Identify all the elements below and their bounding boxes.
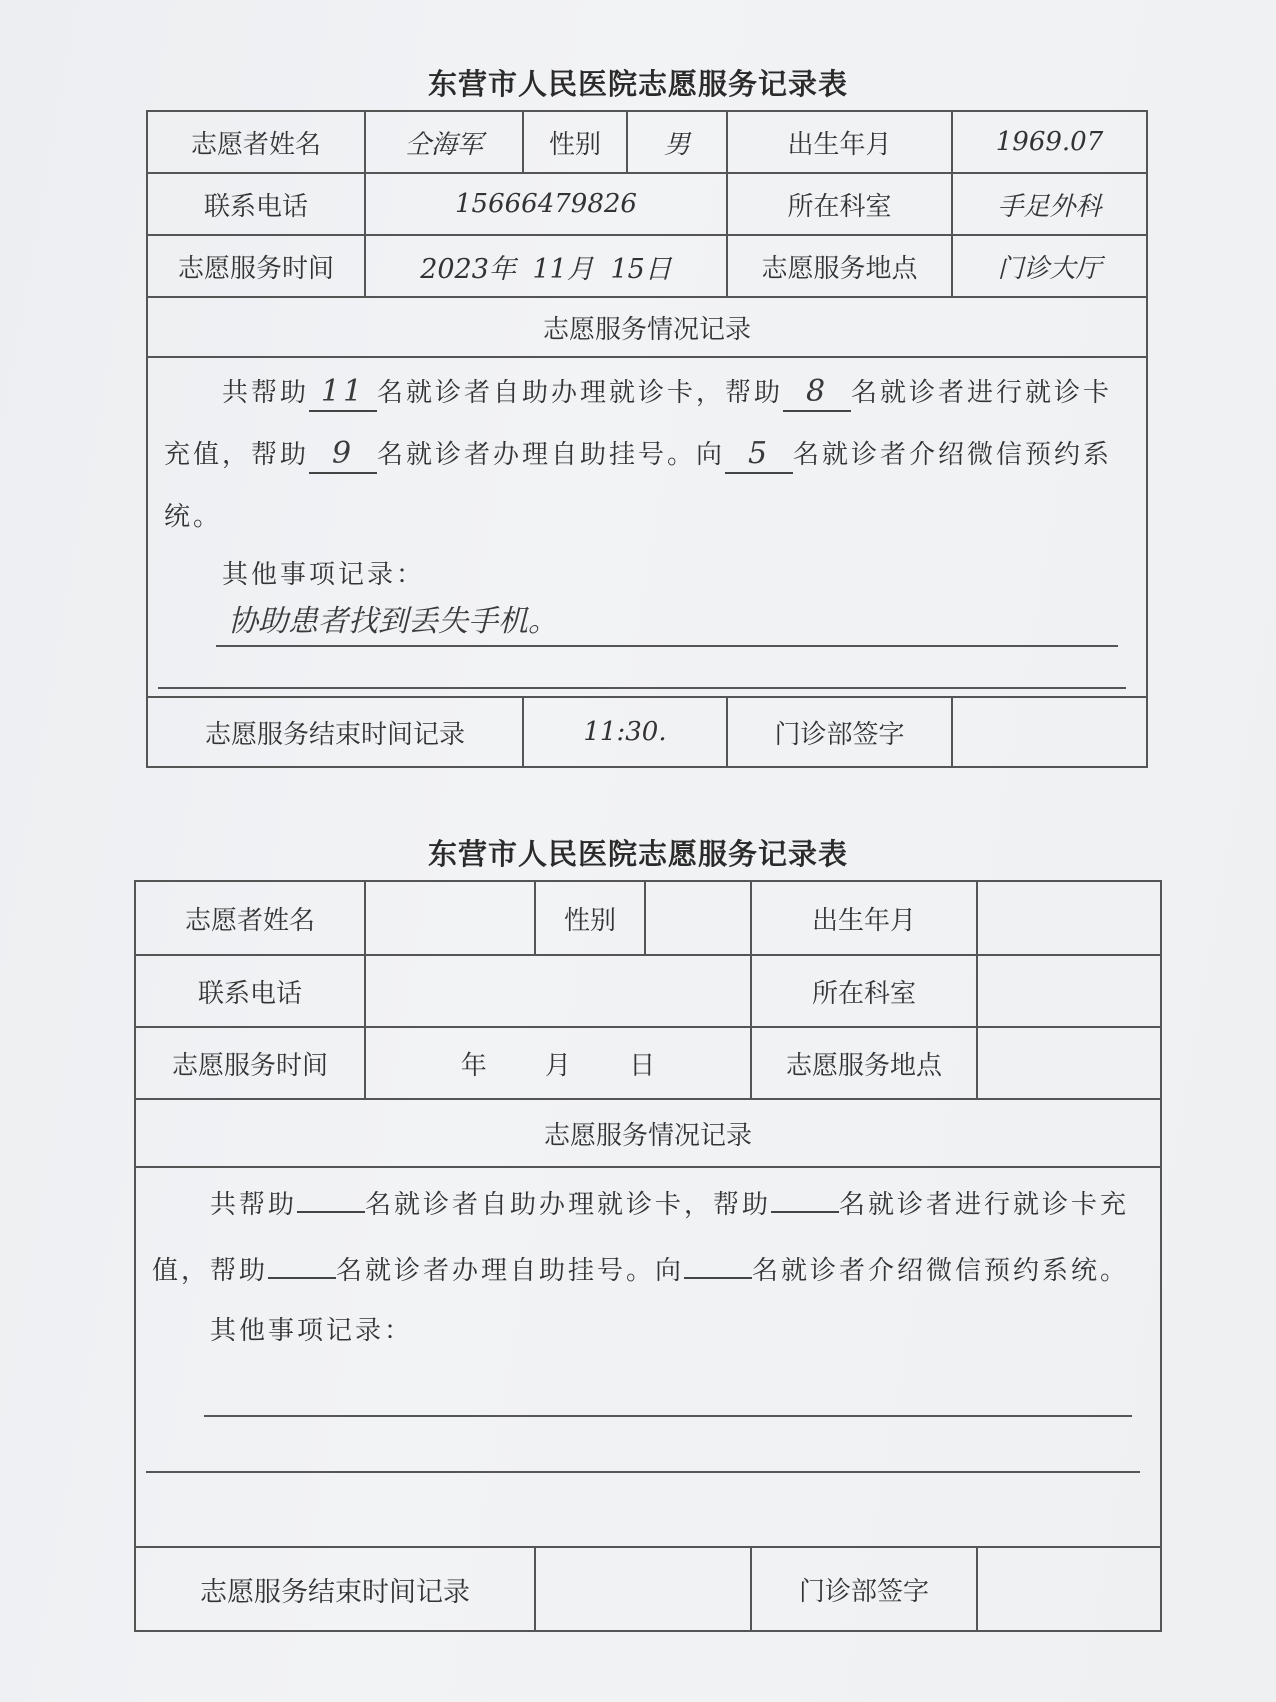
label-department: 所在科室 [751, 955, 977, 1027]
label-service-time: 志愿服务时间 [147, 235, 365, 297]
other-notes-line-2 [158, 687, 1126, 689]
other-notes-line[interactable]: 协助患者找到丢失手机。 [216, 599, 1118, 647]
value-service-place[interactable] [977, 1027, 1161, 1099]
value-birth[interactable] [977, 881, 1161, 955]
value-service-date[interactable] [365, 235, 727, 297]
value-end-time[interactable] [535, 1547, 751, 1631]
value-sign[interactable] [977, 1547, 1161, 1631]
blank-register-count[interactable] [268, 1277, 336, 1279]
label-birth: 出生年月 [751, 881, 977, 955]
section-heading: 志愿服务情况记录 [147, 297, 1147, 357]
blank-wechat-count[interactable] [684, 1277, 752, 1279]
label-other-notes: 其他事项记录： [210, 1316, 414, 1346]
other-notes-line[interactable] [204, 1369, 1132, 1417]
date-day: 日 [629, 1050, 656, 1081]
service-record-body [147, 357, 1147, 697]
label-sign: 门诊部签字 [751, 1547, 977, 1631]
value-volunteer-name[interactable] [365, 881, 535, 955]
value-end-time[interactable]: 11:30. [523, 697, 727, 767]
label-phone: 联系电话 [135, 955, 365, 1027]
record-table [134, 880, 1162, 1632]
other-notes-line-2 [146, 1471, 1140, 1473]
value-birth[interactable]: 1969.07 [952, 111, 1147, 173]
value-volunteer-name[interactable]: 仝海军 [365, 111, 523, 173]
blank-recharge-count[interactable] [771, 1211, 839, 1213]
blank-recharge-count[interactable]: 8 [783, 374, 851, 412]
service-record-body [135, 1167, 1161, 1547]
blank-card-count[interactable]: 11 [309, 374, 377, 412]
label-end-time: 志愿服务结束时间记录 [147, 697, 523, 767]
label-service-place: 志愿服务地点 [727, 235, 952, 297]
label-volunteer-name: 志愿者姓名 [135, 881, 365, 955]
date-month: 11月 [532, 253, 594, 285]
value-gender[interactable] [645, 881, 751, 955]
service-paragraph: 共帮助 名就诊者自助办理就诊卡，帮助 名就诊者进行就诊卡充值，帮助 名就诊者办理自助挂号。向 名就诊者介绍微信预约系统。 [152, 1190, 1130, 1286]
label-department: 所在科室 [727, 173, 952, 235]
value-gender[interactable]: 男 [627, 111, 727, 173]
label-end-time: 志愿服务结束时间记录 [135, 1547, 535, 1631]
label-gender: 性别 [523, 111, 627, 173]
section-heading: 志愿服务情况记录 [135, 1099, 1161, 1167]
label-gender: 性别 [535, 881, 645, 955]
label-volunteer-name: 志愿者姓名 [147, 111, 365, 173]
value-sign[interactable] [952, 697, 1147, 767]
form-title: 东营市人民医院志愿服务记录表 [427, 67, 848, 101]
form-title: 东营市人民医院志愿服务记录表 [427, 837, 848, 871]
date-month: 月 [544, 1050, 571, 1081]
value-department[interactable]: 手足外科 [952, 173, 1147, 235]
value-phone[interactable]: 15666479826 [365, 173, 727, 235]
date-year: 年 [460, 1050, 487, 1081]
label-birth: 出生年月 [727, 111, 952, 173]
value-service-date[interactable] [365, 1027, 751, 1099]
label-other-notes: 其他事项记录： [222, 560, 426, 590]
label-phone: 联系电话 [147, 173, 365, 235]
service-paragraph: 共帮助 11 名就诊者自助办理就诊卡，帮助 8 名就诊者进行就诊卡充值，帮助 9 名就诊者办理自助挂号。向 5 名就诊者介绍微信预约系统。 [164, 374, 1113, 532]
record-form-1 [0, 0, 1276, 790]
record-form-2 [0, 800, 1276, 1700]
value-service-place[interactable]: 门诊大厅 [952, 235, 1147, 297]
label-service-time: 志愿服务时间 [135, 1027, 365, 1099]
blank-card-count[interactable] [297, 1211, 365, 1213]
blank-wechat-count[interactable]: 5 [725, 436, 793, 474]
label-sign: 门诊部签字 [727, 697, 952, 767]
value-department[interactable] [977, 955, 1161, 1027]
date-year: 2023年 [420, 253, 516, 285]
label-service-place: 志愿服务地点 [751, 1027, 977, 1099]
date-day: 15日 [610, 253, 672, 285]
blank-register-count[interactable]: 9 [309, 436, 377, 474]
record-table [146, 110, 1148, 768]
value-phone[interactable] [365, 955, 751, 1027]
